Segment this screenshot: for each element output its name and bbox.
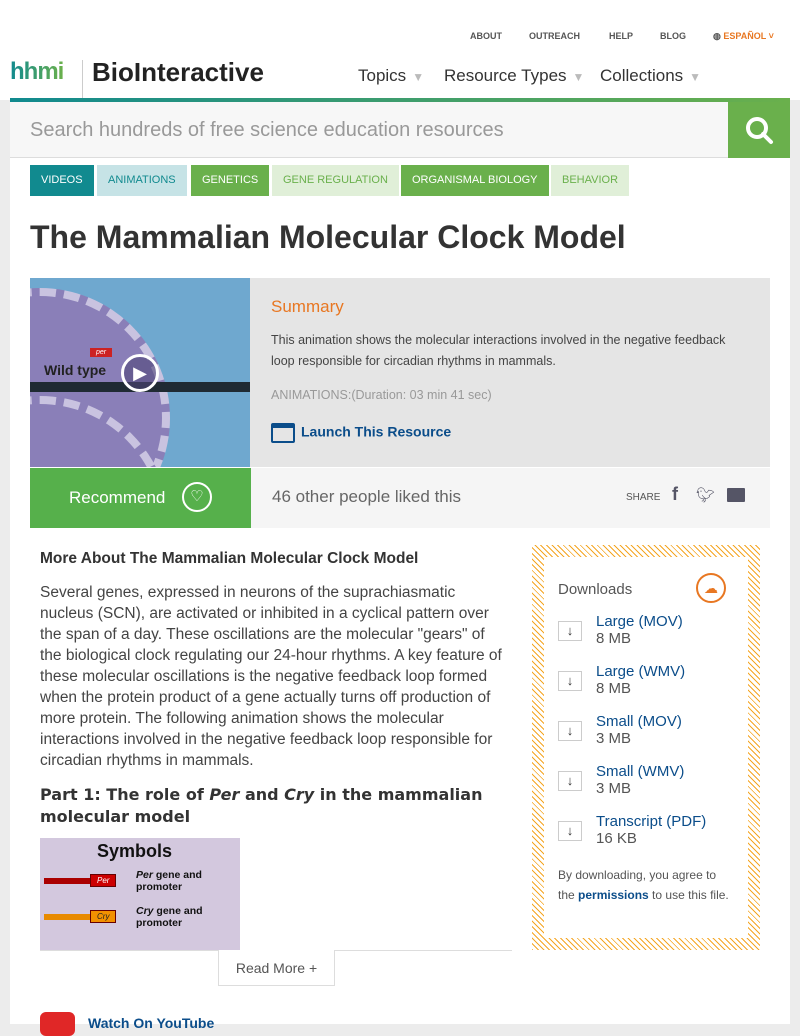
search-button[interactable]: [728, 102, 790, 158]
per-tag: Per: [90, 874, 116, 887]
note-text: to use this file.: [648, 888, 729, 902]
download-arrow-icon: ↓: [558, 621, 582, 641]
download-arrow-icon: ↓: [558, 671, 582, 691]
search-placeholder: Search hundreds of free science education resources: [30, 119, 504, 141]
tag-organismal-biology[interactable]: ORGANISMAL BIOLOGY: [401, 165, 549, 196]
logo-divider: [82, 60, 83, 98]
download-arrow-icon: ↓: [558, 821, 582, 841]
part1-text: in the mammalian molecular model: [40, 785, 483, 826]
cry-bar: [44, 914, 92, 920]
download-size: 8 MB: [596, 680, 632, 697]
hhmi-logo[interactable]: hhmi: [10, 58, 64, 85]
download-item[interactable]: [558, 813, 734, 863]
download-name[interactable]: Transcript (PDF): [596, 813, 707, 830]
download-name[interactable]: Small (WMV): [596, 763, 685, 780]
symbols-image: [40, 838, 240, 950]
nav-label: Topics: [358, 66, 407, 85]
download-arrow-icon: ↓: [558, 771, 582, 791]
part1-cry: Cry: [284, 785, 315, 804]
part1-text: and: [239, 785, 285, 804]
launch-resource-link[interactable]: [271, 423, 451, 443]
launch-window-icon: [271, 423, 295, 443]
share-label: SHARE: [626, 492, 661, 503]
launch-label: Launch This Resource: [301, 423, 452, 440]
download-size: 16 KB: [596, 830, 637, 847]
email-icon[interactable]: [727, 488, 745, 502]
nav-about[interactable]: ABOUT: [470, 31, 502, 41]
part1-per: Per: [209, 785, 240, 804]
play-icon[interactable]: ▶: [121, 354, 159, 392]
download-item[interactable]: [558, 713, 734, 763]
download-name[interactable]: Large (WMV): [596, 663, 686, 680]
likes-bar: [251, 468, 770, 528]
per-label: gene and promoter: [136, 869, 202, 893]
summary-heading: Summary: [271, 297, 344, 316]
chevron-down-icon: ▼: [689, 70, 702, 84]
per-gene-label: per: [90, 348, 112, 357]
youtube-icon: [40, 1012, 75, 1036]
more-about-heading: More About The Mammalian Molecular Clock Model: [40, 550, 419, 567]
nav-resource-types[interactable]: [444, 66, 584, 86]
summary-panel: [250, 278, 770, 467]
tag-behavior[interactable]: BEHAVIOR: [551, 165, 629, 196]
nav-blog[interactable]: BLOG: [660, 31, 686, 41]
biointeractive-logo[interactable]: BioInteractive: [92, 57, 264, 87]
tag-videos[interactable]: VIDEOS: [30, 165, 94, 196]
chevron-down-icon: ▼: [412, 70, 425, 84]
video-thumbnail[interactable]: [30, 278, 250, 467]
twitter-icon[interactable]: 🐦︎: [696, 487, 716, 504]
page-title: The Mammalian Molecular Clock Model: [30, 219, 626, 255]
language-label: ESPAÑOL: [723, 31, 767, 41]
tag-animations[interactable]: ANIMATIONS: [97, 165, 187, 196]
nav-collections[interactable]: [600, 66, 701, 86]
nav-topics[interactable]: [358, 66, 424, 86]
facebook-icon[interactable]: f: [672, 484, 678, 504]
globe-icon: ◍: [713, 31, 721, 41]
cry-label: Cry: [136, 905, 154, 917]
recommend-button[interactable]: [30, 468, 251, 528]
note-text: By downloading, you agree to the: [558, 868, 717, 902]
search-input[interactable]: [10, 102, 728, 158]
cry-tag: Cry: [90, 910, 116, 923]
download-note: [558, 865, 734, 905]
read-more-button[interactable]: Read More +: [218, 950, 335, 986]
wild-type-label: Wild type: [44, 362, 107, 378]
nav-label: Resource Types: [444, 66, 567, 85]
download-name[interactable]: Large (MOV): [596, 613, 683, 630]
download-size: 3 MB: [596, 780, 632, 797]
heart-plus-icon: ♡: [182, 482, 212, 512]
download-item[interactable]: [558, 613, 734, 663]
description-paragraph: Several genes, expressed in neurons of the suprachiasmatic nucleus (SCN), are activated or inhibited in a cyclical pattern over the span of a day. These oscillations are the molecular "gears" of the biological clock regulating our 24-hour rhythms. A key feature of these molecular oscillations is the negative feedback loop formed when the protein product of a gene actually turns off production of more protein. The following animation shows the molecular interactions involved in the negative feedback loop responsible for circadian rhythms in mammals.: [40, 584, 502, 769]
cloud-download-icon: ☁: [696, 573, 726, 603]
tag-gene-regulation[interactable]: GENE REGULATION: [272, 165, 399, 196]
download-name[interactable]: Small (MOV): [596, 713, 682, 730]
per-label: Per: [136, 869, 153, 881]
nav-help[interactable]: HELP: [609, 31, 634, 41]
likes-count: 46 other people liked this: [272, 487, 462, 506]
download-item[interactable]: [558, 763, 734, 813]
summary-text: This animation shows the molecular interactions involved in the negative feedback loop responsible for circadian rhythms in mammals.: [271, 333, 726, 368]
nav-label: Collections: [600, 66, 684, 85]
symbols-title: Symbols: [97, 841, 173, 861]
download-size: 3 MB: [596, 730, 632, 747]
download-size: 8 MB: [596, 630, 632, 647]
permissions-link[interactable]: permissions: [578, 888, 649, 902]
part1-heading: [40, 784, 510, 828]
search-icon: [743, 114, 775, 146]
duration-meta: ANIMATIONS:(Duration: 03 min 41 sec): [271, 388, 492, 402]
tag-genetics[interactable]: GENETICS: [191, 165, 269, 196]
per-bar: [44, 878, 92, 884]
downloads-heading: Downloads: [558, 581, 633, 598]
chevron-down-icon: ▼: [572, 70, 585, 84]
download-item[interactable]: [558, 663, 734, 713]
language-selector[interactable]: [713, 31, 774, 42]
youtube-label: Watch On YouTube: [88, 1015, 215, 1031]
chevron-down-icon: ˅: [768, 31, 774, 41]
part1-text: Part 1: The role of: [40, 785, 210, 804]
nav-outreach[interactable]: OUTREACH: [529, 31, 580, 41]
cry-label: gene and promoter: [136, 905, 203, 929]
downloads-panel: [532, 545, 760, 950]
download-arrow-icon: ↓: [558, 721, 582, 741]
recommend-label: Recommend: [69, 488, 166, 507]
